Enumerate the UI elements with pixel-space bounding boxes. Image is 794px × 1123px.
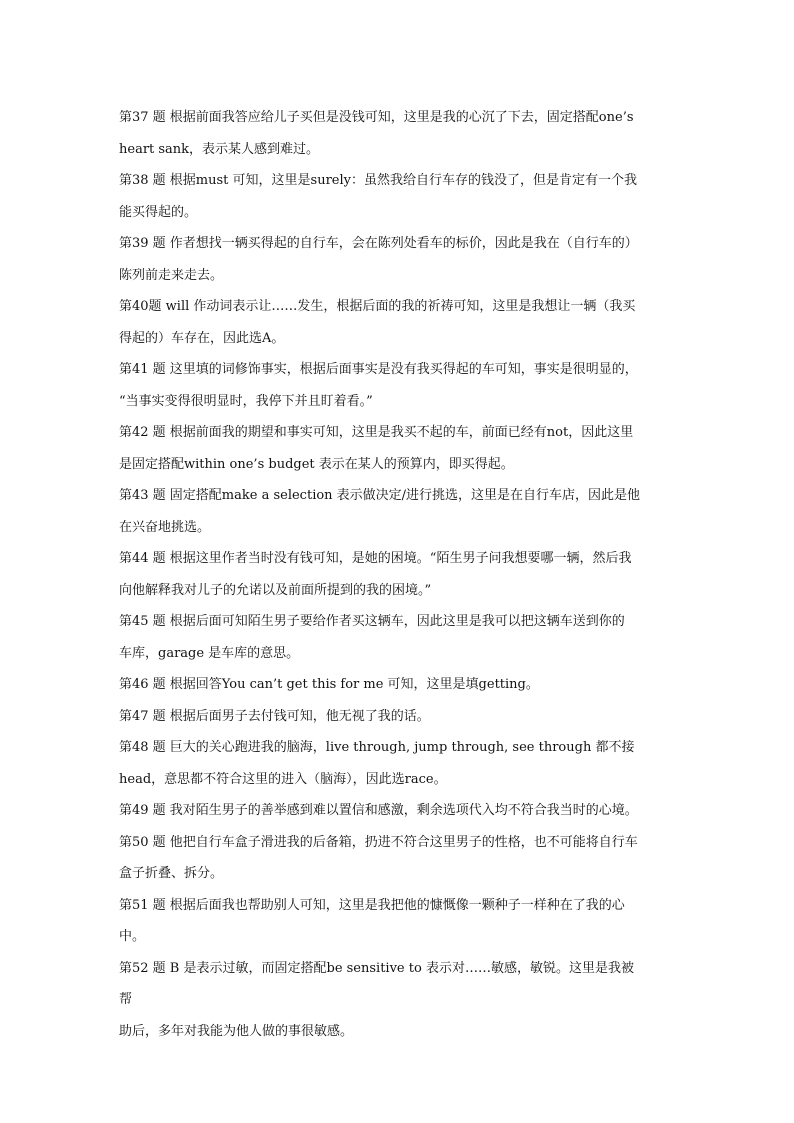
text-line: 第47 题 根据后面男子去付钱可知，他无视了我的话。 [119, 708, 430, 724]
text-line: 第50 题 他把自行车盒子滑进我的后备箱，扔进不符合这里男子的性格，也不可能将自行车 [119, 834, 638, 850]
text-line: 第41 题 这里填的词修饰事实，根据后面事实是没有我买得起的车可知，事实是很明显的， [119, 362, 638, 377]
text-line: “当事实变得很明显时，我停下并且盯着看。” [119, 393, 373, 409]
text-line: 在兴奋地挑选。 [119, 519, 211, 535]
text-line: 第44 题 根据这里作者当时没有钱可知，是她的困境。“陌生男子问我想要哪一辆，然后我 [119, 551, 632, 566]
text-line: 第51 题 根据后面我也帮助别人可知，这里是我把他的慷慨像一颗种子一样种在了我的心 [119, 897, 625, 913]
text-line: 能买得起的。 [119, 204, 198, 220]
text-line: 助后，多年对我能为他人做的事很敏感。 [119, 1023, 354, 1039]
text-line: 第42 题 根据前面我的期望和事实可知，这里是我买不起的车，前面已经有not，因此这里 [119, 425, 634, 440]
text-line: 第46 题 根据回答You can’t get this for me 可知，这里是填getting。 [119, 677, 539, 692]
text-line: 第48 题 巨大的关心跑进我的脑海，live through, jump through, see through 都不接 [119, 740, 635, 755]
text-line: 第49 题 我对陌生男子的善举感到难以置信和感激，剩余选项代入均不符合我当时的心境。 [119, 803, 638, 818]
text-line: heart sank，表示某人感到难过。 [119, 141, 320, 157]
text-line: 第39 题 作者想找一辆买得起的自行车，会在陈列处看车的标价，因此是我在（自行车的） [119, 236, 638, 251]
text-line: 第37 题 根据前面我答应给儿子买但是没钱可知，这里是我的心沉了下去，固定搭配one’s [119, 110, 634, 125]
answer-explanations [119, 102, 679, 1047]
text-line: 向他解释我对儿子的允诺以及前面所提到的我的困境。” [119, 582, 432, 598]
text-line: head，意思都不符合这里的进入（脑海），因此选race。 [119, 771, 447, 787]
text-line: 第52 题 B 是表示过敏，而固定搭配be sensitive to 表示对……敏感，敏锐。这里是我被 [119, 960, 634, 976]
text-line: 第40题 will 作动词表示让……发生，根据后面的我的祈祷可知，这里是我想让一辆（我买 [119, 299, 636, 314]
text-line: 陈列前走来走去。 [119, 267, 224, 283]
text-line: 得起的）车存在，因此选A。 [119, 330, 285, 346]
text-line: 第43 题 固定搭配make a selection 表示做决定/进行挑选，这里是在自行车店，因此是他 [119, 488, 641, 503]
text-line: 第45 题 根据后面可知陌生男子要给作者买这辆车，因此这里是我可以把这辆车送到你的 [119, 614, 625, 629]
text-line: 盒子折叠、拆分。 [119, 866, 224, 881]
text-line: 车库，garage 是车库的意思。 [119, 645, 300, 661]
text-line: 中。 [119, 929, 146, 944]
text-line: 是固定搭配within one’s budget 表示在某人的预算内，即买得起。 [119, 456, 514, 472]
text-line: 第38 题 根据must 可知，这里是surely：虽然我给自行车存的钱没了，但是肯定有一个我 [119, 173, 637, 188]
text-line: 帮 [119, 992, 133, 1007]
